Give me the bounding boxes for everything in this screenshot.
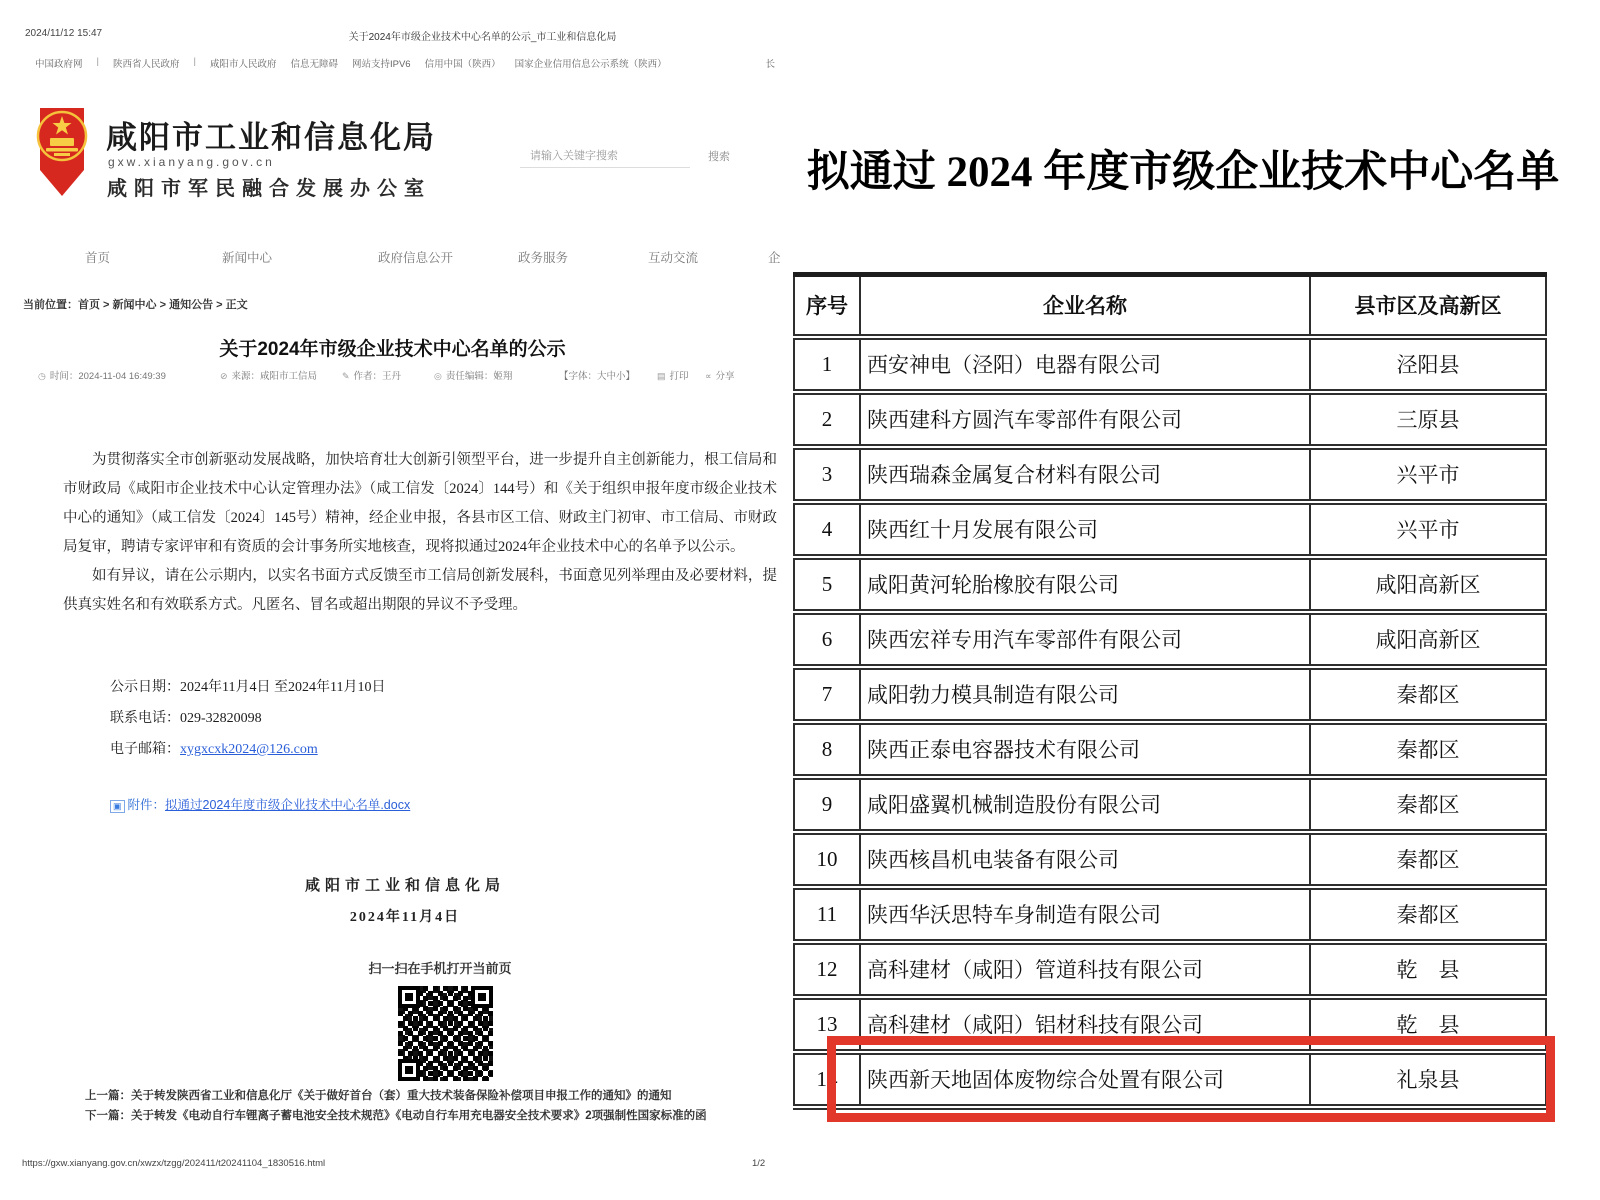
table-row (794, 997, 1546, 1052)
header-company: 企业名称 (860, 275, 1310, 337)
cell-company: 咸阳盛翼机械制造股份有限公司 (860, 777, 1310, 832)
print-footer-url: https://gxw.xianyang.gov.cn/xwzx/tzgg/202411/t20241104_1830516.html (22, 1158, 326, 1169)
enterprise-table (793, 272, 1547, 1110)
notice-date: 公示日期：2024年11月4日 至2024年11月10日 (110, 680, 386, 695)
cell-region: 兴平市 (1310, 502, 1546, 557)
paragraph-2: 如有异议，请在公示期内，以实名书面方式反馈至市工信局创新发展科，书面意见列举理由及必要材料，提供真实姓名和有效联系方式。凡匿名、冒名或超出期限的异议不予受理。 (63, 568, 777, 613)
table-row (794, 612, 1546, 667)
divider: | (193, 56, 196, 67)
clock-icon: ◷ (38, 371, 46, 381)
topbar-link-enterprise-credit[interactable]: 国家企业信用信息公示系统（陕西） (514, 59, 667, 70)
topbar-link-accessibility[interactable]: 信息无障碍 (290, 59, 338, 70)
table-row (794, 942, 1546, 997)
site-name: 咸阳市工业和信息化局 (106, 120, 436, 155)
attachment-row (110, 795, 410, 813)
signature-date: 2024年11月4日 (349, 910, 461, 925)
webpage-print-pane (0, 0, 785, 1200)
cell-company: 陕西宏祥专用汽车零部件有限公司 (860, 612, 1310, 667)
national-emblem-logo (32, 106, 92, 198)
attachment-document-pane (785, 0, 1600, 1200)
document-title: 拟通过 2024 年度市级企业技术中心名单 (806, 149, 1560, 196)
cell-company: 陕西核昌机电装备有限公司 (860, 832, 1310, 887)
table-row-highlighted (794, 1052, 1546, 1107)
cell-company: 陕西华沃思特车身制造有限公司 (860, 887, 1310, 942)
pen-icon: ✎ (342, 371, 350, 381)
qr-caption: 扫一扫在手机打开当前页 (368, 961, 512, 976)
cell-region: 秦都区 (1310, 722, 1546, 777)
print-button[interactable]: 打印 (669, 371, 689, 382)
cell-region: 兴平市 (1310, 447, 1546, 502)
meta-editor: 责任编辑：姬翔 (445, 371, 513, 382)
cell-region: 咸阳高新区 (1310, 612, 1546, 667)
cell-company: 咸阳勃力模具制造有限公司 (860, 667, 1310, 722)
cell-seq: 6 (794, 612, 860, 667)
signature-block (0, 874, 810, 926)
prev-next-links (85, 1086, 707, 1126)
meta-author: 作者：王丹 (353, 371, 402, 382)
print-datetime: 2024/11/12 15:47 (25, 28, 103, 39)
contact-block (110, 672, 385, 765)
meta-time: 时间：2024-11-04 16:49:39 (49, 371, 166, 382)
printer-icon: ▤ (657, 371, 666, 381)
share-icon: ∝ (705, 371, 712, 381)
cell-region: 秦都区 (1310, 887, 1546, 942)
cell-region: 咸阳高新区 (1310, 557, 1546, 612)
nav-enterprise-clipped[interactable]: 企 (768, 251, 781, 265)
qr-finder-icon (471, 986, 493, 1008)
cell-region: 秦都区 (1310, 832, 1546, 887)
contact-phone: 联系电话：029-32820098 (110, 711, 262, 726)
topbar-link-govcn[interactable]: 中国政府网 (35, 59, 83, 70)
print-footer-page: 1/2 (752, 1158, 766, 1169)
search-input[interactable]: 请输入关键字搜索 (520, 142, 690, 168)
email-label: 电子邮箱： (110, 742, 180, 757)
cell-company: 西安神电（泾阳）电器有限公司 (860, 337, 1310, 392)
nav-home[interactable]: 首页 (85, 251, 111, 265)
cell-company: 陕西红十月发展有限公司 (860, 502, 1310, 557)
table-row (794, 832, 1546, 887)
article-body (63, 446, 777, 620)
cell-company: 高科建材（咸阳）管道科技有限公司 (860, 942, 1310, 997)
article-meta (38, 368, 768, 382)
topbar-link-credit-china[interactable]: 信用中国（陕西） (424, 59, 501, 70)
cell-seq: 5 (794, 557, 860, 612)
table-row (794, 667, 1546, 722)
topbar-link-xianyang[interactable]: 咸阳市人民政府 (209, 59, 277, 70)
cell-seq: 14 (794, 1052, 860, 1107)
table-row (794, 502, 1546, 557)
cell-region: 乾 县 (1310, 997, 1546, 1052)
table-row (794, 447, 1546, 502)
cell-seq: 2 (794, 392, 860, 447)
qr-finder-icon (398, 986, 420, 1008)
nav-services[interactable]: 政务服务 (518, 251, 569, 265)
cell-region: 秦都区 (1310, 777, 1546, 832)
table-row (794, 337, 1546, 392)
cell-seq: 11 (794, 887, 860, 942)
topbar-links (35, 56, 775, 70)
cell-seq: 12 (794, 942, 860, 997)
search-button[interactable]: 搜索 (708, 151, 730, 163)
header-region: 县市区及高新区 (1310, 275, 1546, 337)
share-button[interactable]: 分享 (715, 371, 735, 382)
cell-seq: 10 (794, 832, 860, 887)
qr-finder-icon (398, 1059, 420, 1081)
cell-seq: 8 (794, 722, 860, 777)
attachment-label: 附件： (127, 798, 166, 812)
cell-seq: 4 (794, 502, 860, 557)
table-row (794, 557, 1546, 612)
cell-company: 高科建材（咸阳）铝材科技有限公司 (860, 997, 1310, 1052)
cell-company: 陕西瑞森金属复合材料有限公司 (860, 447, 1310, 502)
cell-region: 三原县 (1310, 392, 1546, 447)
qr-code (398, 986, 493, 1081)
cell-seq: 9 (794, 777, 860, 832)
topbar-link-shaanxi[interactable]: 陕西省人民政府 (112, 59, 180, 70)
font-size-control[interactable]: 【字体：大中小】 (559, 371, 636, 382)
cell-company: 咸阳黄河轮胎橡胶有限公司 (860, 557, 1310, 612)
table-header-row (794, 275, 1546, 337)
article-title: 关于2024年市级企业技术中心名单的公示 (219, 339, 566, 360)
signature-org: 咸阳市工业和信息化局 (304, 878, 505, 894)
email-link[interactable]: xygxcxk2024@126.com (180, 742, 318, 757)
topbar-link-ipv6[interactable]: 网站支持IPV6 (352, 59, 411, 70)
nav-gov-info[interactable]: 政府信息公开 (378, 251, 454, 265)
table-row (794, 392, 1546, 447)
print-header-title: 关于2024年市级企业技术中心名单的公示_市工业和信息化局 (348, 32, 617, 43)
site-url: gxw.xianyang.gov.cn (108, 155, 275, 169)
cell-seq: 13 (794, 997, 860, 1052)
table-row (794, 777, 1546, 832)
document-icon: ▣ (110, 800, 125, 813)
header-seq: 序号 (794, 275, 860, 337)
cell-region: 泾阳县 (1310, 337, 1546, 392)
breadcrumb: 当前位置：首页 > 新闻中心 > 通知公告 > 正文 (23, 299, 248, 311)
cell-company: 陕西正泰电容器技术有限公司 (860, 722, 1310, 777)
cell-region: 秦都区 (1310, 667, 1546, 722)
cell-company: 陕西建科方圆汽车零部件有限公司 (860, 392, 1310, 447)
site-subtitle: 咸阳市军民融合发展办公室 (107, 178, 431, 200)
editor-icon: ◎ (434, 371, 442, 381)
cell-region: 礼泉县 (1310, 1052, 1546, 1107)
cell-seq: 7 (794, 667, 860, 722)
table-row (794, 722, 1546, 777)
table-row (794, 887, 1546, 942)
prev-article-link[interactable]: 上一篇：关于转发陕西省工业和信息化厅《关于做好首台（套）重大技术装备保险补偿项目申报工作的通知》的通知 (85, 1090, 672, 1102)
source-icon: ⊘ (220, 371, 228, 381)
nav-interaction[interactable]: 互动交流 (648, 251, 699, 265)
cell-region: 乾 县 (1310, 942, 1546, 997)
attachment-link[interactable]: 拟通过2024年度市级企业技术中心名单.docx (165, 798, 411, 812)
next-article-link[interactable]: 下一篇：关于转发《电动自行车锂离子蓄电池安全技术规范》《电动自行车用充电器安全技术要求》2项强制性国家标准的函 (85, 1110, 707, 1122)
topbar-elder-mode[interactable]: 长 (765, 59, 775, 70)
divider: | (96, 56, 99, 67)
meta-source: 来源：咸阳市工信局 (231, 371, 318, 382)
cell-company: 陕西新天地固体废物综合处置有限公司 (860, 1052, 1310, 1107)
nav-news-center[interactable]: 新闻中心 (222, 251, 273, 265)
cell-seq: 3 (794, 447, 860, 502)
paragraph-1: 为贯彻落实全市创新驱动发展战略，加快培育壮大创新引领型平台，进一步提升自主创新能力，根工信局和市财政局《咸阳市企业技术中心认定管理办法》（咸工信发〔2024〕144号）和《关于组织申报年度市级企业技术中心的通知》（咸工信发〔2024〕145号）精神，经企业申报，各县市区工信、财政主门初审、市工信局、市财政局复审，聘请专家评审和有资质的会计事务所实地核查，现将拟通过2024年企业技术中心的名单予以公示。 (63, 452, 777, 555)
cell-seq: 1 (794, 337, 860, 392)
